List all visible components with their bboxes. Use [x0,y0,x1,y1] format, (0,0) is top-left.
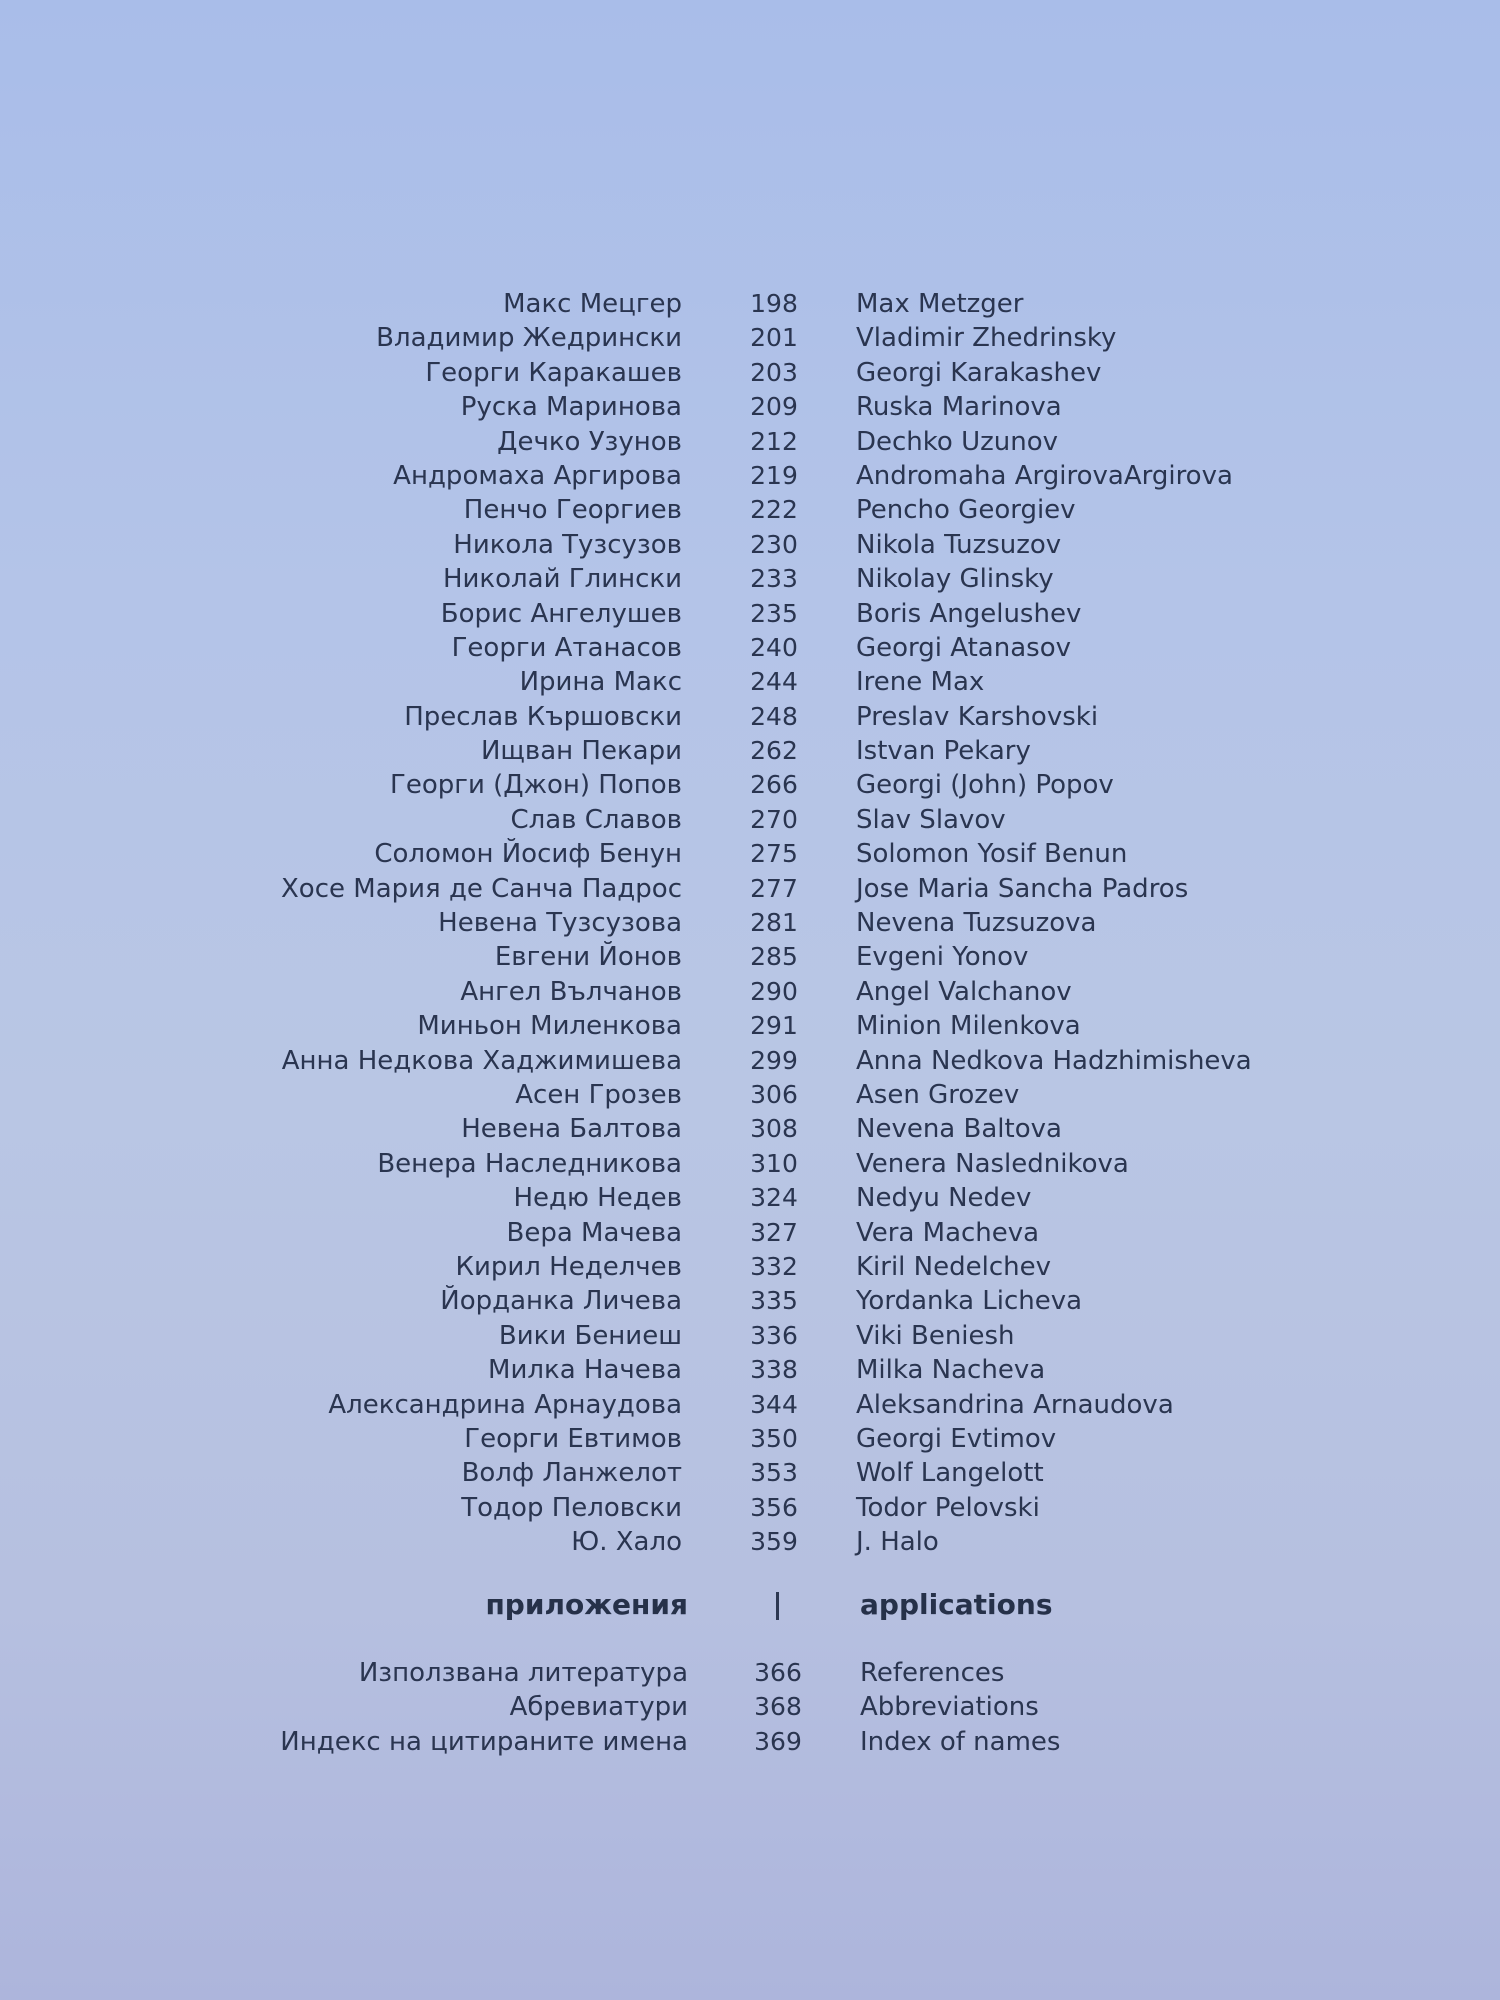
entry-title-bg: Пенчо Георгиев [463,495,682,526]
entry-page-number: 285 [750,942,798,972]
entry-title-en: Milka Nacheva [856,1355,1046,1386]
entry-title-bg: Евгени Йонов [494,942,682,973]
entry-title-bg: Волф Ланжелот [461,1458,682,1489]
entry-page-number: 290 [750,976,798,1006]
toc-entry-row [0,597,1500,631]
entry-title-bg: Георги Евтимов [464,1423,682,1454]
entry-title-en: Georgi Karakashev [856,357,1102,388]
entry-title-en: Viki Beniesh [856,1320,1015,1351]
entry-title-bg: Невена Тузсузова [438,908,682,939]
entry-title-bg: Венера Наследникова [377,1148,682,1179]
entry-title-en: Index of names [860,1726,1061,1757]
entry-page-number: 277 [750,873,798,903]
entry-page-number: 369 [754,1726,802,1756]
entry-title-en: Aleksandrina Arnaudova [856,1389,1174,1420]
entry-title-en: Georgi Evtimov [856,1423,1057,1454]
entry-title-en: Nedyu Nedev [856,1183,1032,1214]
entry-title-bg: Вики Бениеш [498,1320,682,1351]
entry-page-number: 233 [750,564,798,594]
toc-entry-row [0,528,1500,562]
entry-title-bg: Миньон Миленкова [417,1011,682,1042]
section-title-bg: приложения [485,1588,688,1621]
entry-title-en: Preslav Karshovski [856,701,1099,732]
entry-title-en: Ruska Marinova [856,392,1062,423]
entry-page-number: 281 [750,908,798,938]
entry-page-number: 270 [750,804,798,834]
entry-title-bg: Недю Недев [513,1183,682,1214]
toc-entry-row [0,1353,1500,1387]
entry-page-number: 310 [750,1148,798,1178]
application-entry-row [0,1690,1500,1724]
toc-entry-row [0,390,1500,424]
entry-title-en: Andromaha ArgirovaArgirova [856,460,1233,491]
entry-title-bg: Анна Недкова Хаджимишева [281,1045,682,1076]
toc-entry-row [0,631,1500,665]
entry-title-en: Georgi Atanasov [856,632,1071,663]
section-divider [776,1592,779,1620]
toc-entry-row [0,493,1500,527]
entry-title-en: Kiril Nedelchev [856,1251,1051,1282]
section-heading [0,1580,1500,1630]
entry-title-en: Vera Macheva [856,1217,1040,1248]
entry-page-number: 203 [750,357,798,387]
entry-title-en: Irene Max [856,667,985,698]
toc-entry-row [0,665,1500,699]
entry-title-bg: Соломон Йосиф Бенун [374,839,682,870]
entry-title-en: Asen Grozev [856,1079,1020,1110]
entry-title-bg: Георги Каракашев [425,357,682,388]
toc-entry-row [0,1284,1500,1318]
entry-title-bg: Абревиатури [509,1692,688,1723]
entry-page-number: 266 [750,770,798,800]
entry-page-number: 201 [750,323,798,353]
toc-entry-row [0,1319,1500,1353]
entry-page-number: 275 [750,839,798,869]
entry-title-en: J. Halo [856,1527,939,1558]
toc-entry-row [0,1216,1500,1250]
entry-title-bg: Александрина Арнаудова [328,1389,682,1420]
entry-title-en: Pencho Georgiev [856,495,1076,526]
entry-title-bg: Йорданка Личева [440,1286,682,1317]
entry-title-en: Yordanka Licheva [856,1286,1083,1317]
entry-page-number: 198 [750,289,798,318]
entry-title-bg: Ищван Пекари [480,736,682,767]
toc-list [0,287,1500,1559]
entry-page-number: 359 [750,1527,798,1557]
toc-entry-row [0,1181,1500,1215]
entry-page-number: 222 [750,495,798,525]
entry-title-en: References [860,1658,1005,1688]
entry-title-en: Vladimir Zhedrinsky [856,323,1117,354]
entry-title-bg: Макс Мецгер [503,289,682,319]
toc-entry-row [0,459,1500,493]
entry-page-number: 212 [750,426,798,456]
entry-page-number: 368 [754,1692,802,1722]
entry-title-en: Dechko Uzunov [856,426,1059,457]
entry-title-bg: Асен Грозев [515,1079,682,1110]
toc-entry-row [0,975,1500,1009]
entry-title-en: Istvan Pekary [856,736,1031,767]
section-title-en: applications [860,1588,1053,1621]
entry-title-bg: Ангел Вълчанов [460,976,682,1007]
entry-page-number: 336 [750,1320,798,1350]
entry-title-en: Evgeni Yonov [856,942,1029,973]
entry-page-number: 324 [750,1183,798,1213]
entry-title-en: Nevena Baltova [856,1114,1062,1145]
toc-entry-row [0,1044,1500,1078]
entry-title-bg: Тодор Пеловски [461,1492,682,1523]
entry-page-number: 244 [750,667,798,697]
entry-page-number: 291 [750,1011,798,1041]
entry-title-en: Max Metzger [856,289,1024,319]
entry-page-number: 235 [750,598,798,628]
entry-title-bg: Кирил Неделчев [455,1251,682,1282]
entry-title-bg: Андромаха Аргирова [393,460,682,491]
entry-title-en: Venera Naslednikova [856,1148,1129,1179]
entry-title-bg: Индекс на цитираните имена [280,1726,688,1757]
entry-title-bg: Преслав Кършовски [404,701,682,732]
application-entry-row [0,1725,1500,1759]
toc-entry-row [0,356,1500,390]
toc-entry-row [0,1422,1500,1456]
toc-entry-row [0,837,1500,871]
toc-entry-row [0,700,1500,734]
entry-title-bg: Невена Балтова [461,1114,682,1145]
toc-entry-row [0,321,1500,355]
entry-title-bg: Владимир Жедрински [376,323,682,354]
toc-entry-row [0,1112,1500,1146]
entry-page-number: 219 [750,460,798,490]
entry-title-bg: Георги Атанасов [451,632,682,663]
entry-title-bg: Георги (Джон) Попов [390,770,682,801]
entry-title-bg: Вера Мачева [506,1217,682,1248]
toc-entry-row [0,1250,1500,1284]
entry-title-bg: Ю. Хало [571,1527,682,1558]
toc-entry-row [0,1078,1500,1112]
entry-page-number: 353 [750,1458,798,1488]
entry-title-en: Nikolay Glinsky [856,564,1054,595]
toc-entry-row [0,768,1500,802]
entry-page-number: 306 [750,1079,798,1109]
entry-page-number: 299 [750,1045,798,1075]
entry-title-bg: Милка Начева [488,1355,682,1386]
entry-title-en: Solomon Yosif Benun [856,839,1128,870]
toc-entry-row [0,906,1500,940]
entry-title-en: Boris Angelushev [856,598,1082,629]
entry-page-number: 366 [754,1658,802,1687]
entry-title-bg: Руска Маринова [460,392,682,423]
entry-title-bg: Дечко Узунов [497,426,682,457]
entry-title-en: Jose Maria Sancha Padros [856,873,1189,904]
entry-title-bg: Слав Славов [510,804,682,835]
entry-title-en: Abbreviations [860,1692,1039,1723]
entry-title-en: Angel Valchanov [856,976,1072,1007]
application-entry-row [0,1656,1500,1690]
toc-entry-row [0,1388,1500,1422]
entry-title-en: Nevena Tuzsuzova [856,908,1097,939]
toc-entry-row [0,803,1500,837]
entry-page-number: 338 [750,1355,798,1385]
entry-page-number: 209 [750,392,798,422]
toc-entry-row [0,1491,1500,1525]
entry-page-number: 356 [750,1492,798,1522]
entry-title-en: Slav Slavov [856,804,1006,835]
entry-page-number: 335 [750,1286,798,1316]
entry-page-number: 240 [750,632,798,662]
entry-page-number: 308 [750,1114,798,1144]
entry-title-bg: Борис Ангелушев [440,598,682,629]
entry-page-number: 344 [750,1389,798,1419]
entry-title-en: Minion Milenkova [856,1011,1081,1042]
toc-entry-row [0,734,1500,768]
toc-entry-row [0,940,1500,974]
entry-page-number: 262 [750,736,798,766]
entry-page-number: 350 [750,1423,798,1453]
toc-entry-row [0,425,1500,459]
toc-entry-row [0,1456,1500,1490]
toc-entry-row [0,1009,1500,1043]
entry-page-number: 230 [750,529,798,559]
entry-title-en: Wolf Langelott [856,1458,1044,1489]
toc-entry-row [0,287,1500,321]
entry-page-number: 327 [750,1217,798,1247]
entry-title-bg: Никола Тузсузов [453,529,682,560]
entry-title-en: Anna Nedkova Hadzhimisheva [856,1045,1252,1076]
toc-entry-row [0,1525,1500,1559]
entry-title-en: Todor Pelovski [856,1492,1040,1523]
entry-title-bg: Ирина Макс [519,667,682,698]
entry-title-bg: Николай Глински [442,564,682,595]
toc-entry-row [0,562,1500,596]
entry-title-en: Georgi (John) Popov [856,770,1114,801]
applications-list [0,1656,1500,1759]
entry-title-bg: Хосе Мария де Санча Падрос [281,873,682,904]
entry-title-bg: Използвана литература [358,1658,688,1688]
entry-title-en: Nikola Tuzsuzov [856,529,1062,560]
entry-page-number: 332 [750,1251,798,1281]
toc-entry-row [0,872,1500,906]
toc-entry-row [0,1147,1500,1181]
entry-page-number: 248 [750,701,798,731]
